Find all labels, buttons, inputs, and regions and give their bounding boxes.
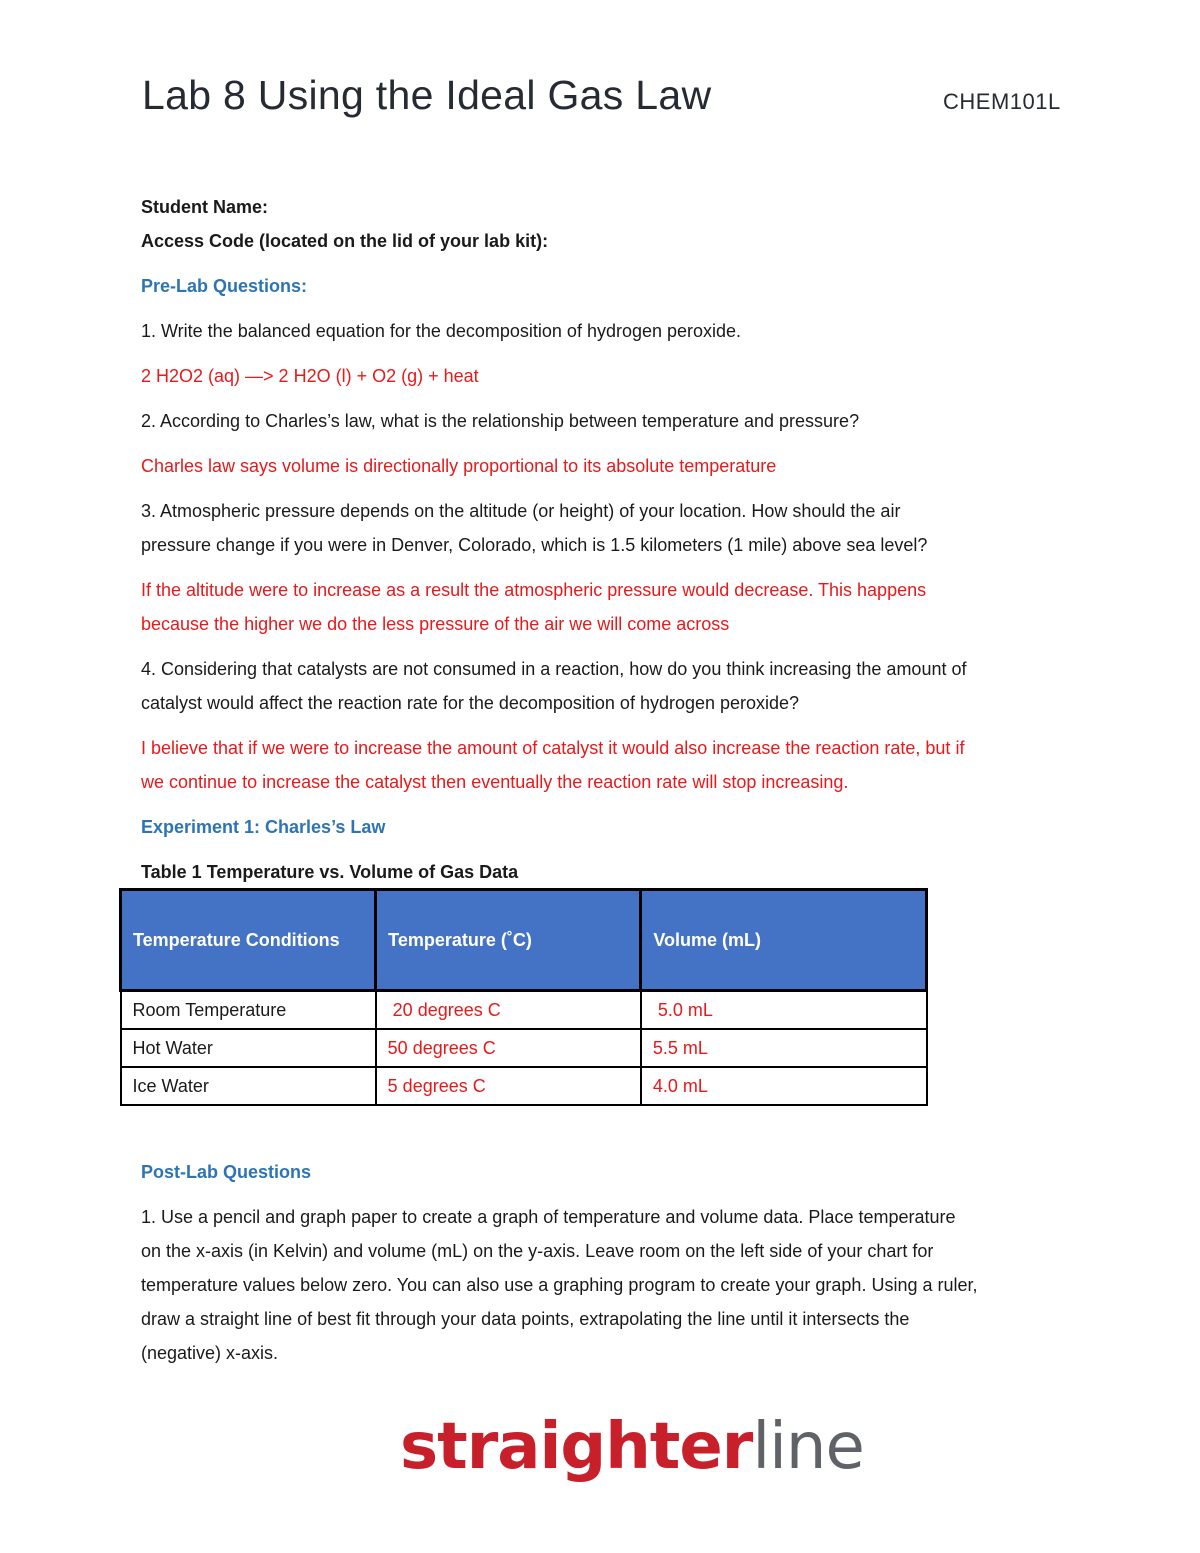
table-header-row — [121, 890, 927, 991]
page-title: Lab 8 Using the Ideal Gas Law — [142, 72, 712, 118]
prelab-question-3-line-1: 3. Atmospheric pressure depends on the altitude (or height) of your location. How should the air — [141, 501, 901, 521]
table-header-cell: Volume (mL) — [641, 890, 927, 991]
straighterline-logo — [400, 1410, 864, 1484]
table-row — [121, 1029, 927, 1067]
prelab-question-3-line-2: pressure change if you were in Denver, Colorado, which is 1.5 kilometers (1 mile) above sea level? — [141, 535, 928, 555]
table-cell-temperature: 50 degrees C — [376, 1029, 641, 1067]
prelab-question-4 — [141, 652, 1071, 720]
prelab-answer-2: Charles law says volume is directionally proportional to its absolute temperature — [141, 456, 777, 476]
postlab-question-1-line-5: (negative) x-axis. — [141, 1343, 279, 1363]
prelab-answer-3-line-1: If the altitude were to increase as a result the atmospheric pressure would decrease. This happens — [141, 580, 927, 600]
prelab-question-1: 1. Write the balanced equation for the decomposition of hydrogen peroxide. — [141, 321, 742, 341]
data-table — [119, 888, 928, 1106]
postlab-question-1 — [141, 1200, 1071, 1370]
logo-part-line: line — [752, 1410, 864, 1484]
table-cell-volume: 5.5 mL — [641, 1029, 927, 1067]
prelab-question-4-line-1: 4. Considering that catalysts are not consumed in a reaction, how do you think increasing the amount of — [141, 659, 967, 679]
postlab-section — [141, 1155, 1071, 1370]
student-name-label: Student Name: — [141, 197, 269, 217]
table-header-cell: Temperature (˚C) — [376, 890, 641, 991]
postlab-question-1-line-2: on the x-axis (in Kelvin) and volume (mL) on the y-axis. Leave room on the left side of your chart for — [141, 1241, 934, 1261]
postlab-question-1-line-3: temperature values below zero. You can also use a graphing program to create your graph. Using a ruler, — [141, 1275, 978, 1295]
prelab-answer-4-line-2: we continue to increase the catalyst then eventually the reaction rate will stop increasing. — [141, 772, 849, 792]
postlab-heading: Post-Lab Questions — [141, 1162, 312, 1182]
access-code-label: Access Code (located on the lid of your lab kit): — [141, 231, 549, 251]
table-header-cell: Temperature Conditions — [121, 890, 376, 991]
prelab-heading: Pre-Lab Questions: — [141, 276, 308, 296]
logo-part-straighter: straighter — [400, 1410, 753, 1484]
prelab-answer-4 — [141, 731, 1071, 799]
prelab-question-3 — [141, 494, 1071, 562]
table-cell-condition: Room Temperature — [121, 991, 376, 1030]
prelab-answer-3-line-2: because the higher we do the less pressure of the air we will come across — [141, 614, 730, 634]
table-cell-condition: Ice Water — [121, 1067, 376, 1105]
table-cell-volume: 5.0 mL — [641, 991, 927, 1030]
prelab-answer-4-line-1: I believe that if we were to increase the amount of catalyst it would also increase the reaction rate, but if — [141, 738, 965, 758]
table-caption: Table 1 Temperature vs. Volume of Gas Data — [141, 862, 519, 882]
prelab-answer-1: 2 H2O2 (aq) —> 2 H2O (l) + O2 (g) + heat — [141, 366, 479, 386]
table-cell-temperature: 5 degrees C — [376, 1067, 641, 1105]
postlab-question-1-line-1: 1. Use a pencil and graph paper to create a graph of temperature and volume data. Place temperature — [141, 1207, 956, 1227]
document-body — [141, 190, 1071, 889]
table-cell-temperature: 20 degrees C — [376, 991, 641, 1030]
table-row — [121, 1067, 927, 1105]
table-cell-condition: Hot Water — [121, 1029, 376, 1067]
experiment-1-heading: Experiment 1: Charles’s Law — [141, 817, 386, 837]
postlab-question-1-line-4: draw a straight line of best fit through your data points, extrapolating the line until it intersects the — [141, 1309, 910, 1329]
table-cell-volume: 4.0 mL — [641, 1067, 927, 1105]
table-row — [121, 991, 927, 1030]
prelab-question-2: 2. According to Charles’s law, what is the relationship between temperature and pressure? — [141, 411, 860, 431]
prelab-answer-3 — [141, 573, 1071, 641]
prelab-question-4-line-2: catalyst would affect the reaction rate for the decomposition of hydrogen peroxide? — [141, 693, 800, 713]
course-code: CHEM101L — [943, 89, 1061, 114]
